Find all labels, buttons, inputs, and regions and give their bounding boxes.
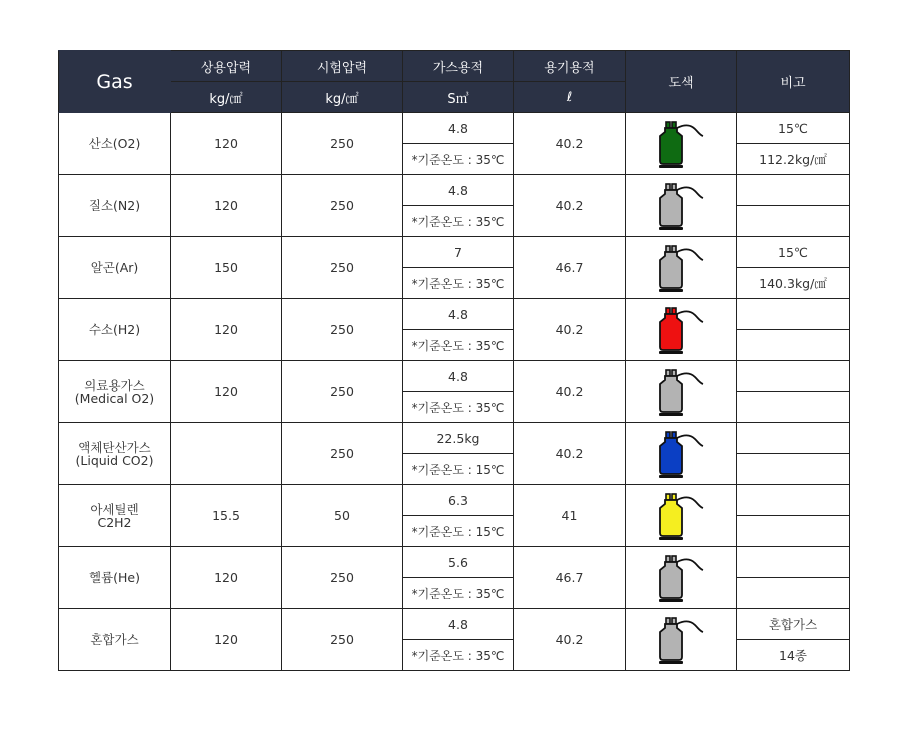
gas-name: 혼합가스 — [90, 632, 139, 647]
remark-cell: 15℃ — [737, 237, 850, 268]
table-row — [59, 113, 850, 144]
cylinder-color-cell — [626, 299, 737, 361]
remark-cell — [737, 485, 850, 516]
vessel-volume-cell: 46.7 — [514, 547, 626, 609]
gas-name-cell — [59, 609, 171, 671]
header-unit-vessel: ℓ — [514, 82, 626, 113]
remark-cell — [737, 361, 850, 392]
gas-volume-cell: 22.5kg — [403, 423, 514, 454]
gas-name-cell — [59, 113, 171, 175]
gas-name: 수소(H2) — [88, 322, 141, 337]
table-header — [59, 51, 850, 113]
gas-volume-cell: 6.3 — [403, 485, 514, 516]
gas-name-cell — [59, 237, 171, 299]
table-row — [59, 609, 850, 640]
gas-volume-cell: 5.6 — [403, 547, 514, 578]
cylinder-color-cell — [626, 237, 737, 299]
gas-name: 산소(O2) — [88, 136, 141, 151]
gas-volume-cell: 4.8 — [403, 609, 514, 640]
gas-name: 질소(N2) — [88, 198, 141, 213]
cylinder-color-cell — [626, 423, 737, 485]
remark-cell — [737, 392, 850, 423]
gas-name: 액체탄산가스 — [78, 439, 151, 455]
remark-cell: 14종 — [737, 640, 850, 671]
table-row — [59, 299, 850, 330]
test-pressure-cell: 50 — [282, 485, 403, 547]
use-pressure-cell: 120 — [171, 113, 282, 175]
gas-cylinder-icon — [653, 119, 709, 169]
header-use-pressure: 상용압력 — [171, 51, 282, 82]
gas-name-cell — [59, 361, 171, 423]
gas-cylinder-icon — [653, 491, 709, 541]
vessel-volume-cell: 40.2 — [514, 175, 626, 237]
gas-name-cell — [59, 547, 171, 609]
use-pressure-cell: 120 — [171, 175, 282, 237]
remark-cell — [737, 547, 850, 578]
gas-formula: (Liquid CO2) — [75, 452, 154, 468]
reference-temperature-cell: *기준온도 : 35℃ — [403, 206, 514, 237]
header-unit-use: kg/㎠ — [171, 82, 282, 113]
vessel-volume-cell: 40.2 — [514, 299, 626, 361]
gas-name-cell — [59, 175, 171, 237]
header-test-pressure: 시험압력 — [282, 51, 403, 82]
gas-volume-cell: 4.8 — [403, 361, 514, 392]
table-body — [59, 113, 850, 671]
reference-temperature-cell: *기준온도 : 35℃ — [403, 268, 514, 299]
reference-temperature-cell: *기준온도 : 35℃ — [403, 640, 514, 671]
vessel-volume-cell: 40.2 — [514, 361, 626, 423]
remark-cell — [737, 299, 850, 330]
gas-volume-cell: 7 — [403, 237, 514, 268]
reference-temperature-cell: *기준온도 : 35℃ — [403, 330, 514, 361]
test-pressure-cell: 250 — [282, 423, 403, 485]
gas-name-cell — [59, 299, 171, 361]
remark-cell — [737, 578, 850, 609]
remark-cell: 15℃ — [737, 113, 850, 144]
vessel-volume-cell: 40.2 — [514, 113, 626, 175]
gas-cylinder-icon — [653, 615, 709, 665]
remark-cell — [737, 206, 850, 237]
test-pressure-cell: 250 — [282, 609, 403, 671]
cylinder-color-cell — [626, 361, 737, 423]
use-pressure-cell: 120 — [171, 609, 282, 671]
header-vessel-volume: 용기용적 — [514, 51, 626, 82]
gas-cylinder-icon — [653, 181, 709, 231]
gas-cylinder-icon — [653, 305, 709, 355]
vessel-volume-cell: 46.7 — [514, 237, 626, 299]
gas-volume-cell: 4.8 — [403, 113, 514, 144]
table-row — [59, 547, 850, 578]
reference-temperature-cell: *기준온도 : 35℃ — [403, 578, 514, 609]
use-pressure-cell — [171, 423, 282, 485]
use-pressure-cell: 15.5 — [171, 485, 282, 547]
header-remark: 비고 — [737, 51, 850, 113]
use-pressure-cell: 120 — [171, 547, 282, 609]
cylinder-color-cell — [626, 609, 737, 671]
use-pressure-cell: 120 — [171, 361, 282, 423]
vessel-volume-cell: 41 — [514, 485, 626, 547]
table-row — [59, 361, 850, 392]
cylinder-color-cell — [626, 175, 737, 237]
vessel-volume-cell: 40.2 — [514, 423, 626, 485]
gas-name: 알곤(Ar) — [90, 260, 139, 275]
cylinder-color-cell — [626, 485, 737, 547]
table-row — [59, 175, 850, 206]
remark-cell: 140.3kg/㎠ — [737, 268, 850, 299]
gas-spec-table — [58, 50, 850, 671]
header-gas-volume: 가스용적 — [403, 51, 514, 82]
remark-cell — [737, 454, 850, 485]
vessel-volume-cell: 40.2 — [514, 609, 626, 671]
remark-cell — [737, 516, 850, 547]
test-pressure-cell: 250 — [282, 547, 403, 609]
remark-cell — [737, 423, 850, 454]
gas-cylinder-icon — [653, 553, 709, 603]
test-pressure-cell: 250 — [282, 237, 403, 299]
gas-cylinder-icon — [653, 367, 709, 417]
test-pressure-cell: 250 — [282, 113, 403, 175]
use-pressure-cell: 150 — [171, 237, 282, 299]
gas-cylinder-icon — [653, 429, 709, 479]
use-pressure-cell: 120 — [171, 299, 282, 361]
remark-cell: 혼합가스 — [737, 609, 850, 640]
header-unit-test: kg/㎠ — [282, 82, 403, 113]
reference-temperature-cell: *기준온도 : 35℃ — [403, 392, 514, 423]
remark-cell — [737, 175, 850, 206]
reference-temperature-cell: *기준온도 : 15℃ — [403, 516, 514, 547]
gas-name: 의료용가스 — [84, 377, 145, 393]
table-row — [59, 485, 850, 516]
gas-volume-cell: 4.8 — [403, 175, 514, 206]
reference-temperature-cell: *기준온도 : 35℃ — [403, 144, 514, 175]
remark-cell: 112.2kg/㎠ — [737, 144, 850, 175]
gas-name: 아세틸렌 — [90, 501, 139, 517]
header-unit-gas: S㎥ — [403, 82, 514, 113]
gas-name-cell — [59, 423, 171, 485]
gas-cylinder-icon — [653, 243, 709, 293]
header-color: 도색 — [626, 51, 737, 113]
table-row — [59, 423, 850, 454]
table-row — [59, 237, 850, 268]
test-pressure-cell: 250 — [282, 299, 403, 361]
header-gas: Gas — [59, 51, 171, 113]
cylinder-color-cell — [626, 547, 737, 609]
test-pressure-cell: 250 — [282, 361, 403, 423]
gas-name-cell — [59, 485, 171, 547]
gas-volume-cell: 4.8 — [403, 299, 514, 330]
gas-formula: C2H2 — [97, 514, 132, 530]
reference-temperature-cell: *기준온도 : 15℃ — [403, 454, 514, 485]
cylinder-color-cell — [626, 113, 737, 175]
gas-name: 헬륨(He) — [89, 570, 140, 585]
test-pressure-cell: 250 — [282, 175, 403, 237]
gas-formula: (Medical O2) — [74, 390, 155, 406]
remark-cell — [737, 330, 850, 361]
